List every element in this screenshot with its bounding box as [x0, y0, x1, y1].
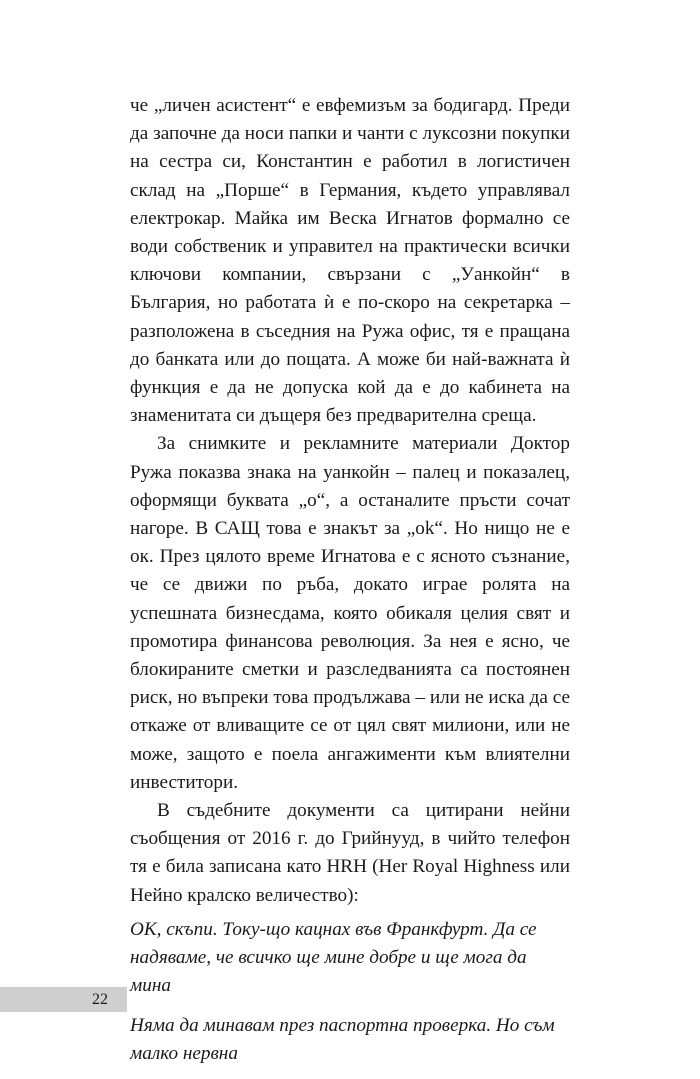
- page-number-bar: [0, 987, 127, 1012]
- quote-message-1: ОК, скъпи. Току-що кацнах във Франкфурт. Да се надяваме, че всичко ще мине добре и ще мога да мина: [130, 918, 537, 997]
- paragraph-court-documents: В съдебните документи са цитирани нейни съобщения от 2016 г. до Грийнууд, в чийто телефон тя е била записана като HRH (Her Royal Highness или Нейно кралско величество):: [130, 800, 570, 906]
- paragraph-continuation: че „личен асистент“ е евфемизъм за бодигард. Преди да започне да носи папки и чанти с луксозни покупки на сестра си, Константин е работил в логистичен склад на „Порше“ в Германия, където управлявал електрокар. Майка им Веска Игнатов формално се води собственик и управител на практически всички ключови компании, свързани с „Уанкойн“ в България, но работата ѝ е по-скоро на секретарка – разположена в съседния на Ружа офис, тя е пращана до банката или до пощата. А може би най-важната ѝ функция е да не допуска кой да е до кабинета на знаменитата си дъщеря без предварителна среща.: [130, 95, 570, 427]
- page-number: 22: [92, 991, 108, 1008]
- page-body: [130, 92, 570, 1079]
- quoted-messages: [130, 916, 570, 1068]
- paragraph-onecoin-sign: За снимките и рекламните материали Доктор Ружа показва знака на уанкойн – палец и показалец, оформящи буквата „о“, а останалите пръсти сочат нагоре. В САЩ това е знакът за „ok“. Но нищо не е ок. През цялото време Игнатова е с ясното съзнание, че се движи по ръба, докато играе ролята на успешната бизнесдама, която обикаля целия свят и промотира финансова революция. За нея е ясно, че блокираните сметки и разследванията са постоянен риск, но въпреки това продължава – или не иска да се откаже от вливащите се от цял свят милиони, или не може, защото е поела ангажименти към влиятелни инвеститори.: [130, 433, 570, 793]
- quote-message-2: Няма да минавам през паспортна проверка. Но съм малко нервна: [130, 1014, 555, 1064]
